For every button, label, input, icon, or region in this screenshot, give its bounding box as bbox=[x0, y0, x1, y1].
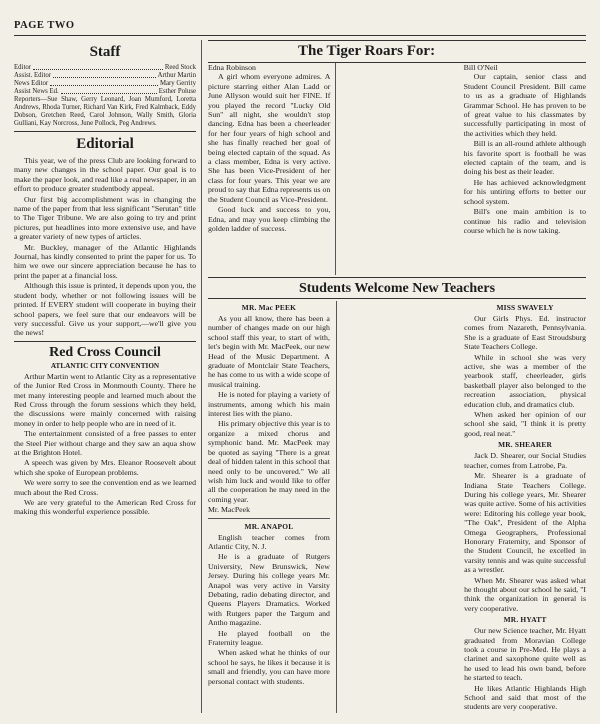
hyatt-paragraph: He likes Atlantic Highlands High School and said that most of the students are very cooperative. bbox=[464, 683, 586, 712]
staff-line bbox=[14, 72, 196, 80]
red-cross-paragraph: We are very grateful to the American Red Cross for making this wonderful experience possible. bbox=[14, 498, 196, 517]
tiger-roars-section bbox=[208, 63, 586, 275]
editorial-paragraph: This year, we of the press Club are looking forward to many new changes in the school paper. Our goal is to make the paper look, and read like a real newspaper, in an effort to produce greater studentbody appeal. bbox=[14, 156, 196, 194]
staff-name: Esther Poluse bbox=[158, 88, 196, 95]
red-cross-paragraph: We were sorry to see the convention end as we learned much about the Red Cross. bbox=[14, 478, 196, 497]
macpeek-paragraph: As you all know, there has been a number of changes made on our high school staff this year, to start of with, let's begin with Mr. MacPeek, our new Head of the Music Department. A graduate of Montclair State Teachers, he has come to us with a wide scope of musical training. bbox=[208, 314, 330, 389]
staff-role: Assist News Ed. bbox=[14, 88, 59, 95]
edna-name: Edna Robinson bbox=[208, 63, 256, 72]
shearer-paragraph: When Mr. Shearer was asked what he thought about our school he said, "I think the organization in general is very cooperative. bbox=[464, 575, 586, 613]
staff-line bbox=[14, 64, 196, 72]
page-label: PAGE TWO bbox=[14, 14, 586, 36]
staff-name: Mary Gerrity bbox=[159, 80, 196, 87]
editorial-paragraph: Mr. Buckley, manager of the Atlantic Highlands Journal, has kindly consented to print the paper for us. To him we owe our sincere appreciation because he has to print the paper at a financial loss. bbox=[14, 242, 196, 280]
red-cross-paragraph: Arthur Martin went to Atlantic City as a representative of the Junior Red Cross in Monmouth County. There he met many interesting people and learned much about the Red Cross through the forum sessions which they held, the discussions were mainly concerned with raising money in order to help people who are in need of it. bbox=[14, 371, 196, 428]
macpeek-signature: Mr. MacPeek bbox=[208, 505, 251, 515]
anapol-paragraph: He is a graduate of Rutgers University, New Brunswick, New Jersey. During his college years Mr. Anapol was very active in Varsity Debating, radio debating director, and Queens Players Dramatics. Worked with Rutgers paper the Targum and Antho magazine. bbox=[208, 552, 330, 628]
left-column bbox=[14, 40, 202, 713]
red-cross-paragraph: A speech was given by Mrs. Eleanor Roosevelt about which she spoke of European problems. bbox=[14, 458, 196, 477]
anapol-paragraph: He played football on the Fraternity league. bbox=[208, 628, 330, 647]
staff-role: Assist. Editor bbox=[14, 72, 52, 79]
anapol-name: MR. ANAPOL bbox=[244, 521, 294, 531]
hyatt-name: MR. HYATT bbox=[503, 615, 547, 625]
teachers-left-column bbox=[208, 301, 330, 713]
teachers-right-column bbox=[464, 301, 586, 713]
staff-name: Reed Stock bbox=[164, 64, 196, 71]
bill-paragraph: He has achieved acknowledgment for his untiring efforts to better our school system. bbox=[463, 177, 586, 206]
right-column bbox=[208, 40, 586, 713]
staff-reporters: Reporters—Sue Shaw, Gerry Leonard, Joan Mumford, Loretta Andrews, Rhoda Turner, Richard Van Kirk, Fred Kalmback, Eddy Dobson, Gretchen Reed, Carol Johnson, Wally Smith, Gloria Gulliani, Kay Norcross, June Pollock, Peg Andrews. bbox=[14, 96, 196, 127]
shearer-paragraph: Mr. Shearer is a graduate of Indiana State Teachers College. During his college years, Mr. Shearer was quite active. Some of his activities were: Editoring his college year book, "The Oak", President of the Alpha Omega Geographers, Professional Honorary Fraternity, and Sponsor of the Student Council, he excelled in varsity tennis and was quite successful as a wrestler. bbox=[464, 471, 586, 575]
red-cross-paragraph: The entertainment consisted of a free passes to enter the Steel Pier without charge and they saw an aqua show at the Brighton Hotel. bbox=[14, 429, 196, 457]
staff-heading: Staff bbox=[89, 44, 121, 60]
swavely-paragraph: When asked her opinion of our school she said, "I think it is pretty good, real neat." bbox=[464, 410, 586, 438]
bill-name: Bill O'Neil bbox=[463, 63, 498, 72]
bill-profile bbox=[464, 63, 586, 275]
red-cross-heading: Red Cross Council bbox=[49, 344, 161, 360]
bill-paragraph: Bill's one main ambition is to continue his radio and television course which he is now taking. bbox=[463, 207, 586, 235]
edna-paragraph: Good luck and success to you, Edna, and may you keep climbing the golden ladder of success. bbox=[208, 205, 331, 233]
swavely-paragraph: While in school she was very active, she was a member of the yearbook staff, cheerleader, girls basketball player also belonged to the recreation association, physical education club, and dramatics club. bbox=[464, 352, 586, 409]
tiger-roars-header bbox=[208, 40, 586, 63]
teachers-heading: Students Welcome New Teachers bbox=[298, 281, 496, 296]
bill-paragraph: Our captain, senior class and Student Council President. Bill came to us as a graduate of Highlands Grammar School. He has proven to be of great value to his classmates by successfully participating in most of the activities which they held. bbox=[463, 72, 586, 138]
staff-line bbox=[14, 80, 196, 88]
shearer-name: MR. SHEARER bbox=[498, 440, 553, 450]
editorial-paragraph: Although this issue is printed, it depends upon you, the student body, whether or not following issues will be printed. If EVERY student will cooperate in buying their school papers, we feel sure that our endeavors will be very successful. Give us your support,—we'll give you the news! bbox=[14, 281, 196, 338]
swavely-name: MISS SWAVELY bbox=[496, 303, 554, 312]
edna-paragraph: A girl whom everyone admires. A picture starring either Alan Ladd or June Allyson would suit her FINE. If you played the record "Lucky Old Sun" all night, she wouldn't stop dancing. Edna has been a cheerleader for her four years of high school and she has finally reached her goal of being elected captain of the squad. As a class member, Edna is very active. She has been Vice-President of her class for four years. This year we are proud to say that Edna represents us on the Student Council as Vice-President. bbox=[208, 72, 331, 204]
bill-paragraph: Bill is an all-round athlete although his favorite sport is football he was elected captain of the team, and is doing his best as their leader. bbox=[463, 139, 586, 177]
editorial-heading: Editorial bbox=[76, 136, 134, 152]
red-cross-subheading: ATLANTIC CITY CONVENTION bbox=[50, 361, 160, 370]
staff-line bbox=[14, 88, 196, 96]
shearer-paragraph: Jack D. Shearer, our Social Studies teacher, comes from Latrobe, Pa. bbox=[464, 451, 586, 470]
macpeek-name: MR. Mac PEEK bbox=[241, 303, 297, 312]
edna-profile bbox=[208, 63, 330, 275]
staff-role: News Editor bbox=[14, 80, 49, 87]
staff-name: Arthur Martin bbox=[157, 72, 196, 79]
anapol-paragraph: English teacher comes from Atlantic City, N. J. bbox=[208, 532, 330, 551]
tiger-roars-heading: The Tiger Roars For: bbox=[298, 43, 436, 59]
teachers-section bbox=[208, 301, 586, 713]
staff-role: Editor bbox=[14, 64, 31, 71]
staff-list bbox=[14, 64, 196, 128]
hyatt-paragraph: Our new Science teacher, Mr. Hyatt graduated from Moravian College took a course in Pre-Med. He plays a clarinet and saxophone quite well as he used to lead his own band, before he started to teach. bbox=[464, 626, 586, 683]
anapol-paragraph: When asked what he thinks of our school he says, he likes it because it is small and friendly, you can have more personal contact with students. bbox=[208, 648, 330, 686]
swavely-paragraph: Our Girls Phys. Ed. instructor comes from Nazareth, Pennsylvania. She is a graduate of East Stroudsburg State Teachers College. bbox=[464, 314, 586, 352]
editorial-paragraph: Our first big accomplishment was in changing the name of the paper from that less significant "Serutan" title to The Tiger Tribune. We are also going to try and print pictures, put headlines into more extensive use, and have a greater variety of new types of articles. bbox=[14, 194, 196, 242]
macpeek-paragraph: His primary objective this year is to organize a mixed chorus and symphonic band. Mr. MacPeek may be quoted as saying "There is a great deal of hidden talent in this school that need only to be uncovered." We all wish him luck and would like to offer all the cooperation he may need in the coming year. bbox=[208, 419, 330, 504]
macpeek-paragraph: He is noted for playing a variety of instruments, among which his main interest lies with the piano. bbox=[208, 390, 330, 419]
